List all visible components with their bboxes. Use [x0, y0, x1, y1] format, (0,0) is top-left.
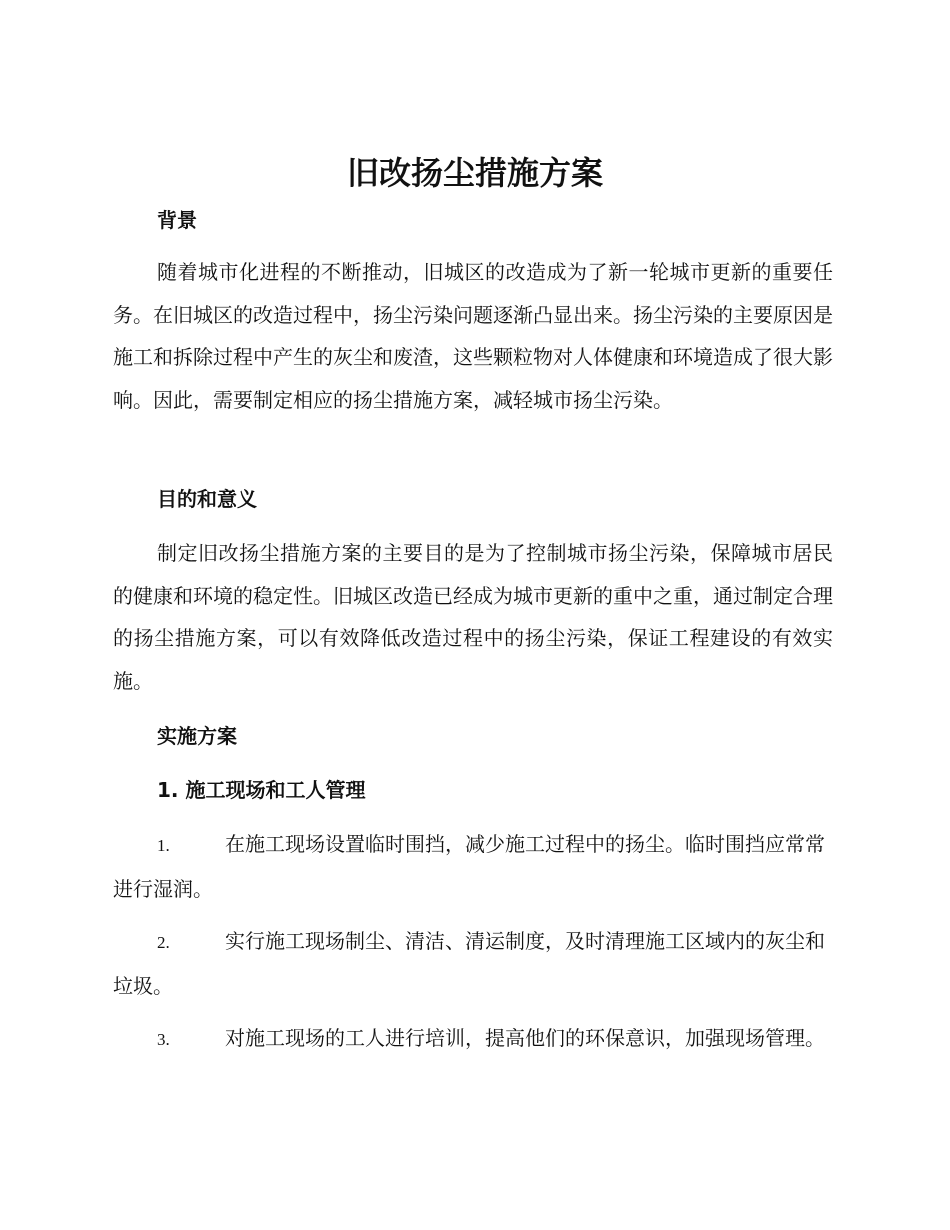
- document-title: 旧改扬尘措施方案: [346, 154, 603, 192]
- list-item: [113, 920, 833, 1007]
- subsection-heading-site-management: 1. 施工现场和工人管理: [157, 778, 366, 802]
- list-item: [113, 823, 833, 910]
- section-heading-implementation: 实施方案: [157, 724, 237, 748]
- list-item-text: 在施工现场设置临时围挡，减少施工过程中的扬尘。临时围挡应常常进行湿润。: [113, 832, 825, 901]
- section-heading-purpose: 目的和意义: [157, 487, 257, 511]
- section-paragraph-background: 随着城市化进程的不断推动，旧城区的改造成为了新一轮城市更新的重要任务。在旧城区的改造过程中，扬尘污染问题逐渐凸显出来。扬尘污染的主要原因是施工和拆除过程中产生的灰尘和废渣，这些颗粒物对人体健康和环境造成了很大影响。因此，需要制定相应的扬尘措施方案，减轻城市扬尘污染。: [113, 260, 833, 412]
- list-item-number: 2.: [157, 933, 170, 952]
- list-item-text: 对施工现场的工人进行培训，提高他们的环保意识，加强现场管理。: [225, 1026, 825, 1050]
- list-item-number: 3.: [157, 1030, 170, 1049]
- list-item: [113, 1017, 833, 1062]
- section-paragraph-purpose: 制定旧改扬尘措施方案的主要目的是为了控制城市扬尘污染，保障城市居民的健康和环境的稳定性。旧城区改造已经成为城市更新的重中之重，通过制定合理的扬尘措施方案，可以有效降低改造过程中的扬尘污染，保证工程建设的有效实施。: [113, 541, 833, 693]
- section-heading-background: 背景: [157, 208, 197, 232]
- list-item-text: 实行施工现场制尘、清洁、清运制度，及时清理施工区域内的灰尘和垃圾。: [113, 929, 825, 998]
- list-item-number: 1.: [157, 836, 170, 855]
